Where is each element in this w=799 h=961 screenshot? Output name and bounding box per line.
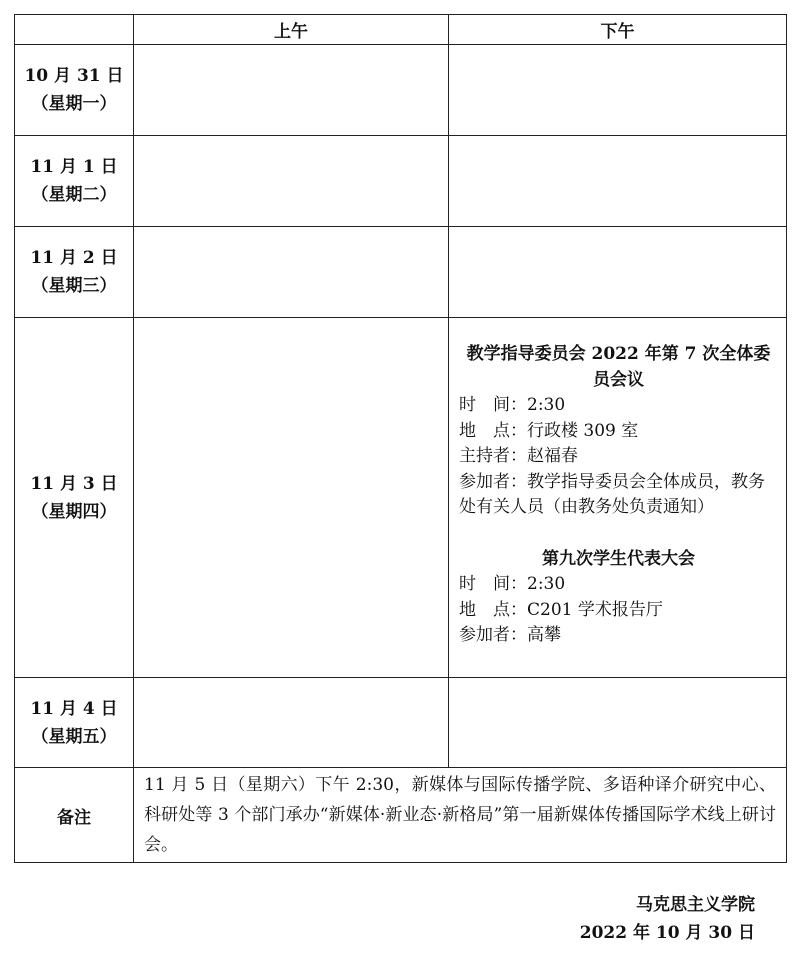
day-date: 11 月 3 日: [30, 473, 118, 494]
meeting-time: 时 间：2:30: [459, 574, 566, 595]
meeting-time: 时 间：2:30: [459, 395, 566, 416]
pm-cell: [449, 136, 787, 227]
day-cell: [15, 45, 134, 136]
day-cell: [15, 678, 134, 768]
day-weekday: （星期四）: [31, 501, 117, 522]
meeting-participants: 参加者：高攀: [459, 625, 561, 646]
day-row: [15, 227, 787, 318]
meeting-location: 地 点：C201 学术报告厅: [459, 599, 663, 620]
pm-cell: [449, 678, 787, 768]
day-row: [15, 678, 787, 768]
meeting-title: 第九次学生代表大会: [542, 548, 695, 569]
day-row: [15, 318, 787, 678]
am-cell: [134, 136, 449, 227]
header-pm: 下午: [449, 15, 787, 45]
remarks-label: 备注: [15, 768, 134, 863]
remarks-text: 11 月 5 日（星期六）下午 2:30，新媒体与国际传播学院、多语种译介研究中心、科研处等 3 个部门承办“新媒体·新业态·新格局”第一届新媒体传播国际学术线上研讨会。: [134, 768, 787, 863]
day-cell: [15, 318, 134, 678]
day-date: 11 月 1 日: [30, 157, 118, 177]
am-cell: [134, 227, 449, 318]
meeting-host: 主持者：赵福春: [459, 446, 578, 467]
header-row: [15, 15, 787, 45]
day-cell: [15, 227, 134, 318]
day-weekday: （星期一）: [31, 94, 117, 114]
header-blank: [15, 15, 134, 45]
am-cell: [134, 678, 449, 768]
footer-org: 马克思主义学院: [636, 895, 755, 915]
pm-cell: [449, 318, 787, 678]
day-row: [15, 136, 787, 227]
meeting-location: 地 点：行政楼 309 室: [459, 420, 639, 441]
day-weekday: （星期二）: [31, 185, 117, 205]
meeting-title: 教学指导委员会 2022 年第 7 次全体委员会议: [466, 344, 771, 390]
remarks-row: [15, 768, 787, 863]
schedule-table: [14, 14, 787, 863]
day-row: [15, 45, 787, 136]
am-cell: [134, 318, 449, 678]
day-weekday: （星期五）: [31, 726, 117, 747]
am-cell: [134, 45, 449, 136]
day-date: 11 月 4 日: [30, 698, 118, 719]
header-am: 上午: [134, 15, 449, 45]
day-weekday: （星期三）: [31, 276, 117, 296]
footer-date: 2022 年 10 月 30 日: [579, 923, 755, 943]
meeting-participants: 参加者：教学指导委员会全体成员，教务处有关人员（由教务处负责通知）: [459, 471, 765, 518]
pm-cell: [449, 45, 787, 136]
pm-cell: [449, 227, 787, 318]
day-cell: [15, 136, 134, 227]
day-date: 11 月 2 日: [30, 248, 118, 268]
day-date: 10 月 31 日: [24, 66, 124, 86]
spacer: [459, 521, 778, 547]
